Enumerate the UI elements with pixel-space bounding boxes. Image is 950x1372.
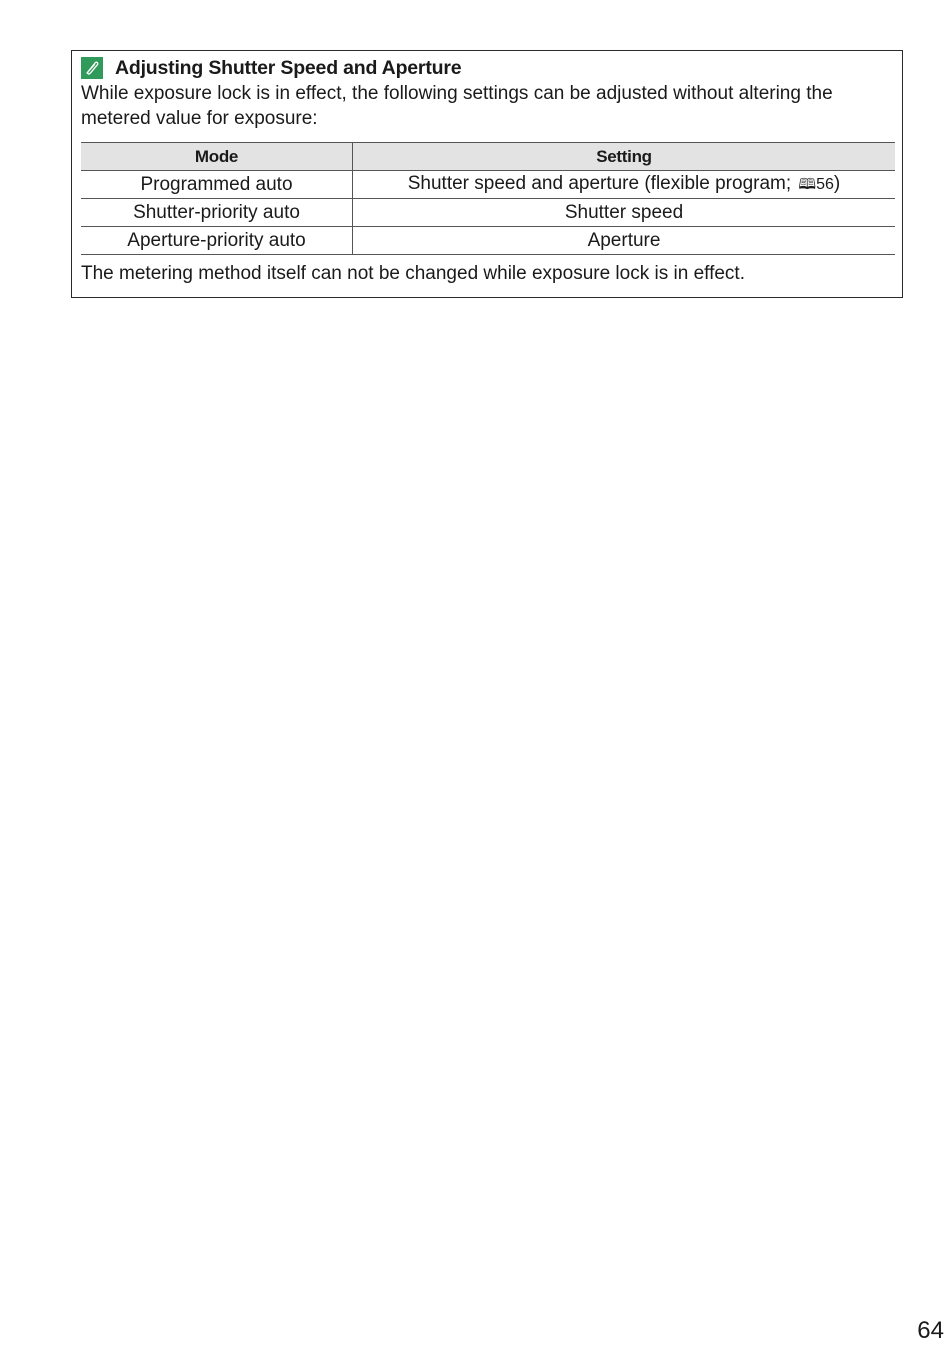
settings-table: [81, 142, 895, 255]
cell-setting-suffix: ): [833, 173, 841, 194]
cell-setting: Shutter speed: [353, 199, 896, 227]
page-reference[interactable]: 56: [816, 176, 834, 193]
cell-setting: [353, 171, 896, 199]
table-header-row: [81, 143, 895, 171]
table-row: [81, 227, 895, 255]
cell-mode: Aperture-priority auto: [81, 227, 353, 255]
note-intro: While exposure lock is in effect, the following settings can be adjusted without altering the metered value for exposure:: [81, 83, 833, 129]
header-mode: Mode: [81, 143, 353, 171]
cell-mode: Shutter-priority auto: [81, 199, 353, 227]
note-header: [81, 56, 893, 80]
note-title: Adjusting Shutter Speed and Aperture: [115, 56, 462, 79]
cell-setting-text: Shutter speed and aperture (flexible program;: [407, 173, 797, 194]
cell-setting: Aperture: [353, 227, 896, 255]
note-box: [71, 50, 903, 298]
pencil-note-icon: [81, 57, 103, 79]
page-number: 64: [917, 1317, 944, 1344]
table-row: [81, 199, 895, 227]
book-reference-icon: 🕮: [798, 176, 817, 193]
cell-mode: Programmed auto: [81, 171, 353, 199]
header-setting: Setting: [353, 143, 896, 171]
table-row: [81, 171, 895, 199]
note-footer: The metering method itself can not be changed while exposure lock is in effect.: [81, 263, 745, 284]
